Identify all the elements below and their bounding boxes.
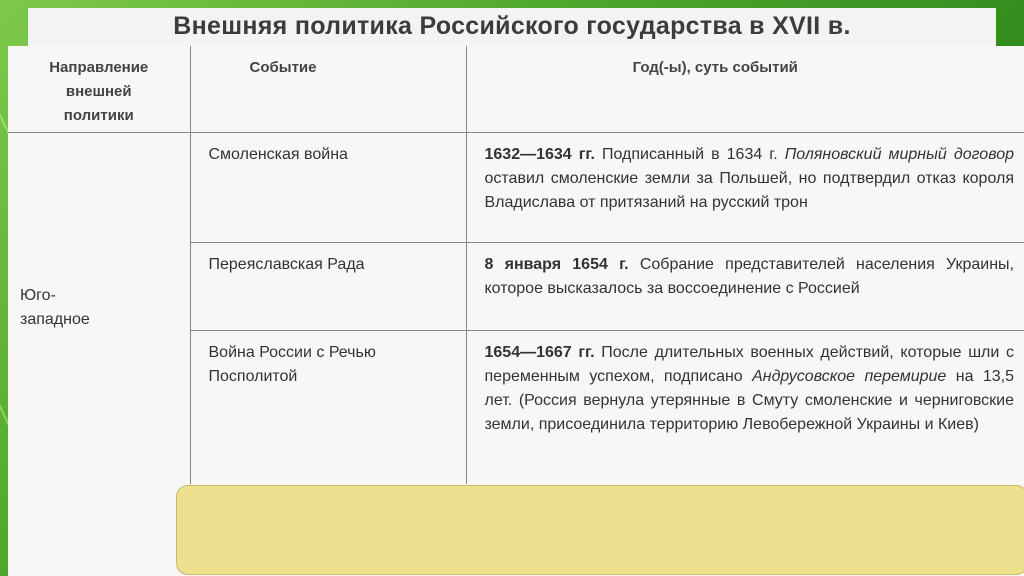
event-cell: Переяславская Рада <box>190 242 466 330</box>
event-text: на 13,5 лет. (Россия вернула утерянные в Смуту смоленские и черниговские земли, присоединила территорию Левобережной Украины и Киев) <box>484 367 1014 433</box>
header-direction: Направление внешней политики <box>8 46 190 132</box>
event-text: оставил смоленские земли за Польшей, но подтвердил отказ короля Владислава от притязаний на русский трон <box>484 169 1014 211</box>
title-bar <box>28 8 996 46</box>
event-years: 1654—1667 гг. <box>484 343 595 361</box>
page-title: Внешняя политика Российского государства в XVII в. <box>173 12 851 40</box>
event-cell: Смоленская война <box>190 132 466 242</box>
event-text: После длительных военных действий, которые шли с переменным успехом, подписано <box>484 343 1014 385</box>
header-years: Год(-ы), суть событий <box>466 46 1024 132</box>
treaty-name: Поляновский мирный договор <box>784 145 1014 163</box>
treaty-name: Андрусовское перемирие <box>752 367 947 385</box>
description-cell <box>466 132 1024 242</box>
event-cell: Война России с Речью Посполитой <box>190 330 466 484</box>
event-text: Подписанный в 1634 г. <box>594 145 785 163</box>
description-cell <box>466 330 1024 484</box>
header-event: Событие <box>190 46 466 132</box>
event-years: 8 января 1654 г. <box>484 255 629 273</box>
foreign-policy-table <box>8 46 1024 484</box>
answer-box[interactable] <box>176 485 1024 575</box>
table-header-row <box>8 46 1024 132</box>
event-years: 1632—1634 гг. <box>484 145 595 163</box>
table-row <box>8 132 1024 242</box>
event-text: Собрание представителей населения Украины, которое высказалось за воссоединение с Россией <box>484 255 1014 297</box>
direction-cell: Юго-западное <box>8 132 190 484</box>
description-cell <box>466 242 1024 330</box>
